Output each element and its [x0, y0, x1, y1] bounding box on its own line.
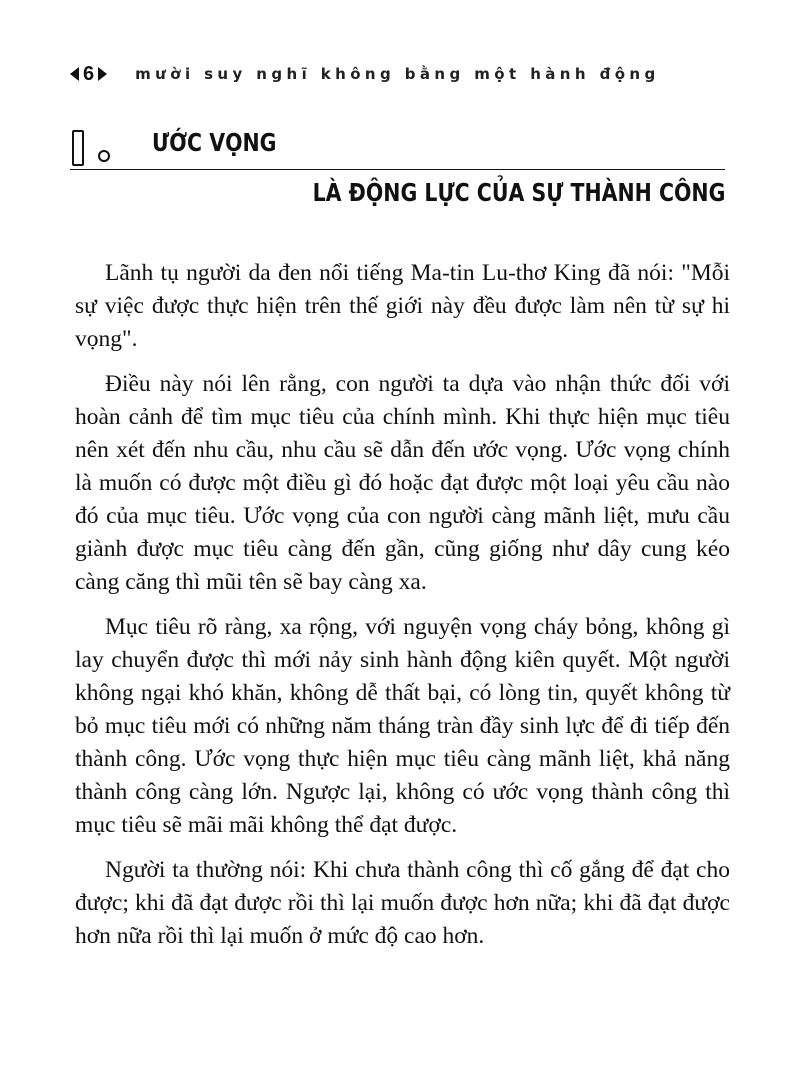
page-number-group [70, 63, 107, 86]
book-title: mười suy nghĩ không bằng một hành động [135, 65, 660, 83]
page-number: 6 [83, 62, 95, 85]
paragraph-2: Điều này nói lên rằng, con người ta dựa vào nhận thức đối với hoàn cảnh để tìm mục tiêu của chính mình. Khi thực hiện mục tiêu nên xét đến nhu cầu, nhu cầu sẽ dẫn đến ước vọng. Ước vọng chính là muốn có được một điều gì đó hoặc đạt được một loại yêu cầu nào đó của mục tiêu. Ước vọng của con người càng mãnh liệt, mưu cầu giành được mục tiêu càng đến gần, cũng giống như dây cung kéo càng căng thì mũi tên sẽ bay càng xa. [75, 371, 730, 595]
heading-divider [70, 169, 725, 170]
paragraph-1: Lãnh tụ người da đen nổi tiếng Ma-tin Lu-thơ King đã nói: "Mỗi sự việc được thực hiện trên thế giới này đều được làm nên từ sự hi vọng". [75, 260, 730, 352]
chapter-heading [70, 128, 725, 238]
paragraph-4: Người ta thường nói: Khi chưa thành công thì cố gắng để đạt cho được; khi đã đạt được rồi thì lại muốn được hơn nữa; khi đã đạt được hơn nữa rồi thì lại muốn ở mức độ cao hơn. [75, 857, 730, 949]
chapter-bullet-icon [98, 150, 110, 162]
body-text [75, 257, 730, 965]
running-header [70, 58, 740, 90]
triangle-right-icon [98, 67, 107, 81]
paragraph-3: Mục tiêu rõ ràng, xa rộng, với nguyện vọng cháy bỏng, không gì lay chuyển được thì mới nảy sinh hành động kiên quyết. Một người không ngại khó khăn, không dễ thất bại, có lòng tin, quyết không từ bỏ mục tiêu mới có những năm tháng tràn đầy sinh lực để đi tiếp đến thành công. Ước vọng thực hiện mục tiêu càng mãnh liệt, khả năng thành công càng lớn. Ngược lại, không có ước vọng thành công thì mục tiêu sẽ mãi mãi không thể đạt được. [75, 614, 730, 838]
chapter-title-line1: ƯỚC VỌNG [152, 128, 277, 157]
chapter-marker-icon [72, 130, 84, 166]
chapter-title-line2: LÀ ĐỘNG LỰC CỦA SỰ THÀNH CÔNG [312, 178, 725, 207]
triangle-left-icon [70, 67, 79, 81]
